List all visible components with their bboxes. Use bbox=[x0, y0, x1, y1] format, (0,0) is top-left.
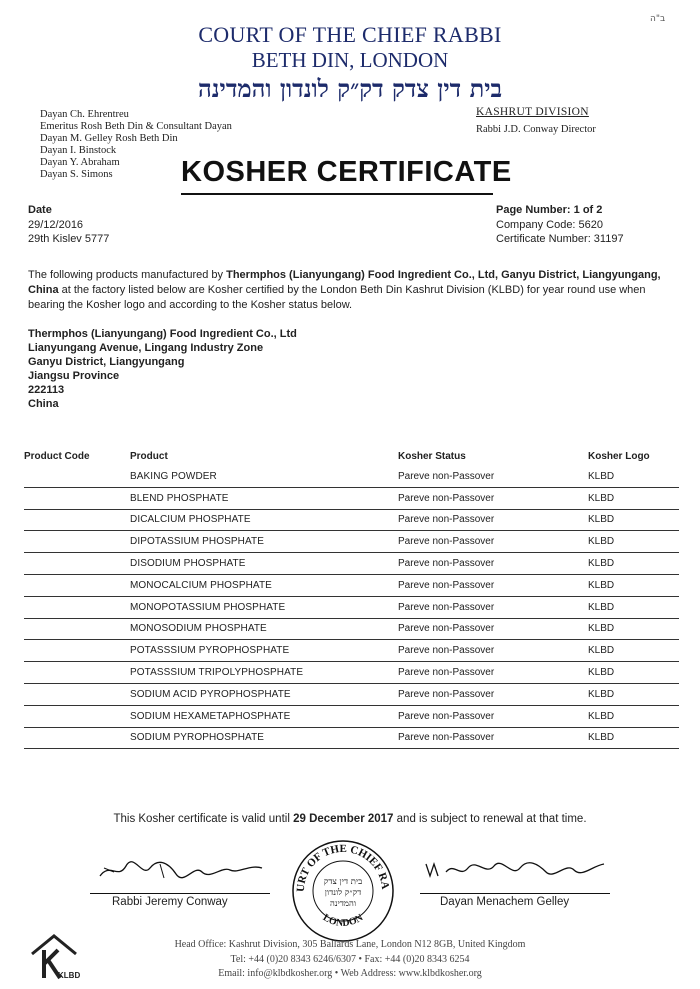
table-header-row bbox=[24, 445, 679, 466]
signature-right bbox=[420, 858, 610, 908]
table-row bbox=[24, 574, 679, 596]
cell-product: BAKING POWDER bbox=[130, 466, 398, 487]
header-kosher-logo: Kosher Logo bbox=[588, 451, 650, 462]
date-hebrew: 29th Kislev 5777 bbox=[28, 233, 110, 245]
date-gregorian: 29/12/2016 bbox=[28, 218, 84, 231]
cell-kosher-logo: KLBD bbox=[588, 553, 679, 575]
signature-scribble bbox=[420, 858, 610, 882]
table-row bbox=[24, 466, 679, 487]
cell-kosher-status: Pareve non-Passover bbox=[398, 574, 588, 596]
kashrut-division-block bbox=[476, 106, 596, 135]
address-line: 222113 bbox=[28, 384, 65, 396]
date-block bbox=[28, 203, 109, 247]
cell-product: POTASSSIUM PYROPHOSPHATE bbox=[130, 640, 398, 662]
seal-ring-text: URT OF THE CHIEF RA bbox=[294, 842, 392, 893]
intro-text-1: The following products manufactured by bbox=[28, 269, 227, 281]
corner-mark: ב"ה bbox=[650, 14, 666, 24]
title-underline bbox=[181, 193, 493, 195]
table-row bbox=[24, 705, 679, 727]
footer-contact bbox=[0, 938, 700, 982]
signature-line bbox=[90, 893, 270, 894]
signature-left bbox=[90, 858, 270, 908]
cell-kosher-logo: KLBD bbox=[588, 640, 679, 662]
seal-ring-bottom: LONDON bbox=[320, 912, 366, 929]
kashrut-division-title: KASHRUT DIVISION bbox=[476, 106, 589, 118]
validity-statement bbox=[0, 813, 700, 825]
dayan-line bbox=[40, 121, 232, 133]
cell-product: DISODIUM PHOSPHATE bbox=[130, 553, 398, 575]
logo-text: KLBD bbox=[58, 971, 80, 980]
cell-kosher-status: Pareve non-Passover bbox=[398, 466, 588, 487]
address-line: Ganyu District, Liangyungang bbox=[28, 356, 185, 368]
cell-product-code bbox=[24, 596, 130, 618]
dayan-role: Rosh Beth Din bbox=[115, 133, 178, 144]
cell-product: SODIUM HEXAMETAPHOSPHATE bbox=[130, 705, 398, 727]
cell-product-code bbox=[24, 683, 130, 705]
dayan-name: Dayan I. Binstock bbox=[40, 145, 117, 156]
table-row bbox=[24, 596, 679, 618]
cell-kosher-status: Pareve non-Passover bbox=[398, 553, 588, 575]
cell-kosher-logo: KLBD bbox=[588, 509, 679, 531]
page-info-block bbox=[496, 203, 624, 247]
signatory-name: Dayan Menachem Gelley bbox=[440, 896, 570, 908]
table-row bbox=[24, 683, 679, 705]
cell-kosher-status: Pareve non-Passover bbox=[398, 683, 588, 705]
cell-kosher-status: Pareve non-Passover bbox=[398, 705, 588, 727]
cell-product-code bbox=[24, 509, 130, 531]
dayan-role: Emeritus Rosh Beth Din & Consultant Dayan bbox=[40, 121, 232, 132]
seal-hebrew-line: בית דין צדק bbox=[323, 877, 363, 887]
cell-product: BLEND PHOSPHATE bbox=[130, 487, 398, 509]
page-number bbox=[496, 203, 624, 218]
table-row bbox=[24, 531, 679, 553]
cell-product: SODIUM PYROPHOSPHATE bbox=[130, 727, 398, 749]
cell-kosher-logo: KLBD bbox=[588, 727, 679, 749]
header-hebrew-title: בית דין צדק דק״ק לונדון והמדינה bbox=[197, 74, 503, 103]
dayan-name: Dayan Ch. Ehrentreu bbox=[40, 109, 129, 120]
address-line: China bbox=[28, 398, 59, 410]
cell-kosher-status: Pareve non-Passover bbox=[398, 531, 588, 553]
page-label: Page Number: bbox=[496, 204, 571, 216]
cell-product-code bbox=[24, 705, 130, 727]
table-row bbox=[24, 727, 679, 749]
cell-product-code bbox=[24, 618, 130, 640]
cell-kosher-logo: KLBD bbox=[588, 662, 679, 684]
cell-product: DICALCIUM PHOSPHATE bbox=[130, 509, 398, 531]
table-row bbox=[24, 618, 679, 640]
cell-product: DIPOTASSIUM PHOSPHATE bbox=[130, 531, 398, 553]
validity-text-2: and is subject to renewal at that time. bbox=[393, 813, 587, 825]
header-title-line1: COURT OF THE CHIEF RABBI bbox=[198, 22, 502, 47]
table-row bbox=[24, 509, 679, 531]
certificate-number: Certificate Number: 31197 bbox=[496, 233, 624, 245]
cell-kosher-logo: KLBD bbox=[588, 531, 679, 553]
page-value: 1 of 2 bbox=[573, 204, 603, 216]
seal-hebrew-line: דק״ק לונדון bbox=[324, 888, 362, 898]
certificate-title: KOSHER CERTIFICATE bbox=[181, 156, 512, 188]
cell-kosher-status: Pareve non-Passover bbox=[398, 618, 588, 640]
cell-product-code bbox=[24, 466, 130, 487]
cell-product-code bbox=[24, 574, 130, 596]
cell-product: SODIUM ACID PYROPHOSPHATE bbox=[130, 683, 398, 705]
intro-company: Thermphos (Lianyungang) Food Ingredient Co., Ltd, Ganyu District, Liangyungang, China bbox=[28, 269, 661, 296]
validity-date: 29 December 2017 bbox=[293, 813, 394, 825]
cell-product-code bbox=[24, 553, 130, 575]
cell-kosher-logo: KLBD bbox=[588, 705, 679, 727]
factory-address bbox=[28, 327, 297, 411]
cell-kosher-logo: KLBD bbox=[588, 596, 679, 618]
header-kosher-status: Kosher Status bbox=[398, 451, 466, 462]
company-code: Company Code: 5620 bbox=[496, 218, 604, 231]
cell-kosher-status: Pareve non-Passover bbox=[398, 487, 588, 509]
dayan-line bbox=[40, 133, 232, 145]
header-product: Product bbox=[130, 451, 168, 462]
signature-scribble bbox=[90, 858, 270, 882]
signatory-name: Rabbi Jeremy Conway bbox=[112, 896, 228, 908]
cell-product: POTASSSIUM TRIPOLYPHOSPHATE bbox=[130, 662, 398, 684]
cell-kosher-status: Pareve non-Passover bbox=[398, 640, 588, 662]
table-row bbox=[24, 640, 679, 662]
seal-hebrew-line: והמדינה bbox=[329, 899, 357, 909]
cell-kosher-status: Pareve non-Passover bbox=[398, 662, 588, 684]
cell-product: MONOSODIUM PHOSPHATE bbox=[130, 618, 398, 640]
cell-product-code bbox=[24, 640, 130, 662]
intro-paragraph bbox=[28, 268, 668, 313]
footer-web: Email: info@klbdkosher.org • Web Address: www.klbdkosher.org bbox=[218, 968, 482, 979]
header-product-code: Product Code bbox=[24, 451, 90, 462]
date-label: Date bbox=[28, 204, 52, 216]
dayan-name: Dayan Y. Abraham bbox=[40, 157, 120, 168]
cell-kosher-status: Pareve non-Passover bbox=[398, 596, 588, 618]
cell-kosher-status: Pareve non-Passover bbox=[398, 727, 588, 749]
validity-text-1: This Kosher certificate is valid until bbox=[113, 813, 294, 825]
cell-product-code bbox=[24, 727, 130, 749]
address-line: Lianyungang Avenue, Lingang Industry Zone bbox=[28, 342, 264, 354]
dayan-name: Dayan M. Gelley bbox=[40, 133, 113, 144]
cell-kosher-logo: KLBD bbox=[588, 683, 679, 705]
cell-product: MONOCALCIUM PHOSPHATE bbox=[130, 574, 398, 596]
cell-kosher-logo: KLBD bbox=[588, 487, 679, 509]
dayan-name: Dayan S. Simons bbox=[40, 169, 113, 180]
table-row bbox=[24, 553, 679, 575]
cell-kosher-logo: KLBD bbox=[588, 618, 679, 640]
cell-product-code bbox=[24, 487, 130, 509]
cell-kosher-logo: KLBD bbox=[588, 574, 679, 596]
cell-kosher-status: Pareve non-Passover bbox=[398, 509, 588, 531]
cell-product-code bbox=[24, 662, 130, 684]
signature-line bbox=[420, 893, 610, 894]
director-name: Rabbi J.D. Conway bbox=[476, 124, 559, 135]
cell-product: MONOPOTASSIUM PHOSPHATE bbox=[130, 596, 398, 618]
table-row bbox=[24, 487, 679, 509]
products-table bbox=[24, 445, 679, 749]
cell-kosher-logo: KLBD bbox=[588, 466, 679, 487]
kashrut-director bbox=[476, 124, 596, 135]
address-line: Jiangsu Province bbox=[28, 370, 120, 382]
beth-din-seal bbox=[290, 838, 396, 944]
footer-address: Head Office: Kashrut Division, 305 Ballards Lane, London N12 8GB, United Kingdom bbox=[174, 939, 526, 950]
dayan-line bbox=[40, 109, 232, 121]
table-row bbox=[24, 662, 679, 684]
address-line: Thermphos (Lianyungang) Food Ingredient Co., Ltd bbox=[28, 328, 297, 340]
header-title-line2: BETH DIN, LONDON bbox=[251, 48, 449, 72]
cell-product-code bbox=[24, 531, 130, 553]
intro-text-2: at the factory listed below are Kosher certified by the London Beth Din Kashrut Division (KLBD) for year round use when bearing the Kosher logo and according to the Kosher status below. bbox=[28, 284, 646, 311]
director-title: Director bbox=[560, 124, 596, 135]
footer-phone: Tel: +44 (0)20 8343 6246/6307 • Fax: +44 (0)20 8343 6254 bbox=[230, 953, 470, 965]
